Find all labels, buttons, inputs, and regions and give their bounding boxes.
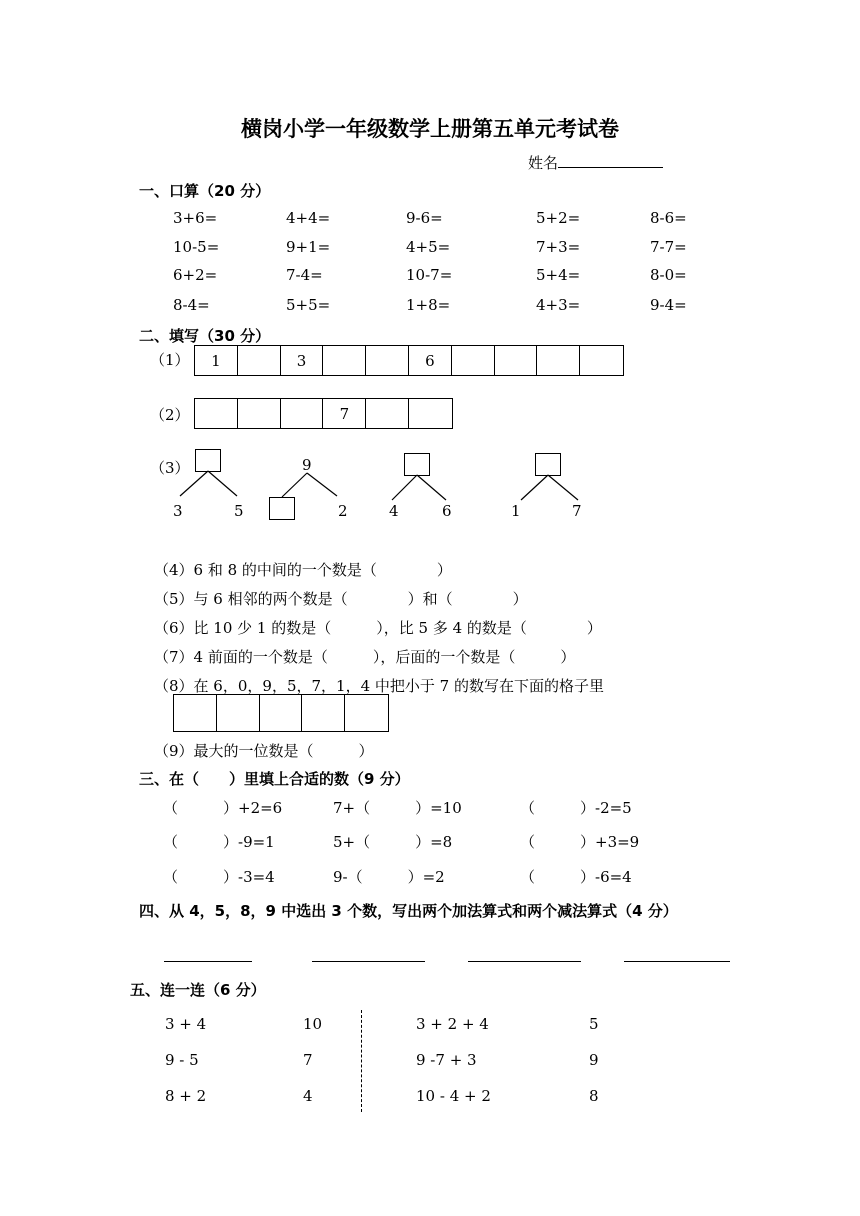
tree-2-top: 9 — [302, 456, 312, 474]
left-expression[interactable]: 3 + 4 — [165, 1015, 207, 1033]
tree-1-right: 5 — [234, 502, 244, 520]
right-expression[interactable]: 9 -7 + 3 — [416, 1051, 477, 1069]
fill-blank-equation[interactable]: （ ）-3=4 — [163, 868, 275, 886]
oral-calc-item: 8-0= — [650, 266, 687, 284]
left-expression[interactable]: 9 - 5 — [165, 1051, 199, 1069]
oral-calc-item: 3+6= — [173, 209, 218, 227]
q2-label: （2） — [150, 406, 190, 424]
fill-blank-equation[interactable]: （ ）+2=6 — [163, 799, 283, 817]
q8-answer-boxes — [173, 694, 389, 732]
question-7: （7）4 前面的一个数是（ ），后面的一个数是（ ） — [154, 648, 576, 666]
page-title: 横岗小学一年级数学上册第五单元考试卷 — [241, 117, 619, 141]
question-9: （9）最大的一位数是（ ） — [154, 742, 374, 760]
section-2-heading: 二、填写（30 分） — [139, 327, 271, 345]
oral-calc-item: 7-7= — [650, 238, 687, 256]
tree-4-top-box[interactable] — [535, 453, 561, 476]
left-number[interactable]: 7 — [303, 1051, 313, 1069]
tree-2-right: 2 — [338, 502, 348, 520]
fill-blank-equation[interactable]: 7+（ ）=10 — [333, 799, 462, 817]
fill-blank-equation[interactable]: 9-（ ）=2 — [333, 868, 445, 886]
section-4-heading: 四、从 4，5，8，9 中选出 3 个数，写出两个加法算式和两个减法算式（4 分） — [139, 902, 678, 920]
section-1-heading: 一、口算（20 分） — [139, 182, 271, 200]
question-8: （8）在 6，0，9，5，7，1，4 中把小于 7 的数写在下面的格子里 — [154, 677, 604, 695]
oral-calc-item: 5+2= — [536, 209, 581, 227]
answer-cell[interactable] — [302, 695, 345, 731]
oral-calc-item: 9+1= — [286, 238, 331, 256]
oral-calc-item: 6+2= — [173, 266, 218, 284]
oral-calc-item: 9-6= — [406, 209, 443, 227]
fill-blank-equation[interactable]: 5+（ ）=8 — [333, 833, 453, 851]
right-number[interactable]: 5 — [589, 1015, 599, 1033]
oral-calc-item: 7+3= — [536, 238, 581, 256]
q3-label: （3） — [150, 459, 190, 477]
right-number[interactable]: 8 — [589, 1087, 599, 1105]
oral-calc-item: 5+4= — [536, 266, 581, 284]
fill-blank-equation[interactable]: （ ）+3=9 — [520, 833, 640, 851]
oral-calc-item: 5+5= — [286, 296, 331, 314]
section-5-heading: 五、连一连（6 分） — [130, 981, 266, 999]
tree-4-left: 1 — [511, 502, 521, 520]
matching-divider — [361, 1010, 362, 1112]
tree-3-top-box[interactable] — [404, 453, 430, 476]
tree-1-top-box[interactable] — [195, 449, 221, 472]
oral-calc-item: 10-5= — [173, 238, 220, 256]
tree-2-left-box[interactable] — [269, 497, 295, 520]
answer-line-2[interactable] — [312, 961, 425, 962]
number-cell[interactable]: 6 — [409, 346, 452, 375]
oral-calc-item: 8-6= — [650, 209, 687, 227]
left-number[interactable]: 4 — [303, 1087, 313, 1105]
answer-line-3[interactable] — [468, 961, 581, 962]
q1-label: （1） — [150, 351, 190, 369]
oral-calc-item: 9-4= — [650, 296, 687, 314]
question-6: （6）比 10 少 1 的数是（ ），比 5 多 4 的数是（ ） — [154, 619, 602, 637]
oral-calc-item: 4+4= — [286, 209, 331, 227]
number-cell[interactable]: 7 — [323, 399, 366, 428]
number-cell[interactable]: 1 — [195, 346, 238, 375]
tree-3-right: 6 — [442, 502, 452, 520]
right-number[interactable]: 9 — [589, 1051, 599, 1069]
answer-cell[interactable] — [260, 695, 303, 731]
fill-blank-equation[interactable]: （ ）-6=4 — [520, 868, 632, 886]
oral-calc-item: 10-7= — [406, 266, 453, 284]
tree-3-left: 4 — [389, 502, 399, 520]
tree-1-left: 3 — [173, 502, 183, 520]
oral-calc-item: 1+8= — [406, 296, 451, 314]
section-3-heading: 三、在（ ）里填上合适的数（9 分） — [139, 770, 410, 788]
fill-blank-equation[interactable]: （ ）-9=1 — [163, 833, 275, 851]
answer-cell[interactable] — [345, 695, 388, 731]
fill-blank-equation[interactable]: （ ）-2=5 — [520, 799, 632, 817]
question-4: （4）6 和 8 的中间的一个数是（ ） — [154, 561, 452, 579]
oral-calc-item: 4+5= — [406, 238, 451, 256]
answer-cell[interactable] — [174, 695, 217, 731]
question-5: （5）与 6 相邻的两个数是（ ）和（ ） — [154, 590, 528, 608]
number-cell[interactable]: 3 — [281, 346, 324, 375]
answer-line-4[interactable] — [624, 961, 730, 962]
right-expression[interactable]: 3 + 2 + 4 — [416, 1015, 489, 1033]
name-label: 姓名 — [528, 154, 559, 172]
left-number[interactable]: 10 — [303, 1015, 323, 1033]
oral-calc-item: 8-4= — [173, 296, 210, 314]
left-expression[interactable]: 8 + 2 — [165, 1087, 207, 1105]
tree-4-right: 7 — [572, 502, 582, 520]
answer-line-1[interactable] — [164, 961, 252, 962]
answer-cell[interactable] — [217, 695, 260, 731]
oral-calc-item: 4+3= — [536, 296, 581, 314]
oral-calc-item: 7-4= — [286, 266, 323, 284]
right-expression[interactable]: 10 - 4 + 2 — [416, 1087, 491, 1105]
